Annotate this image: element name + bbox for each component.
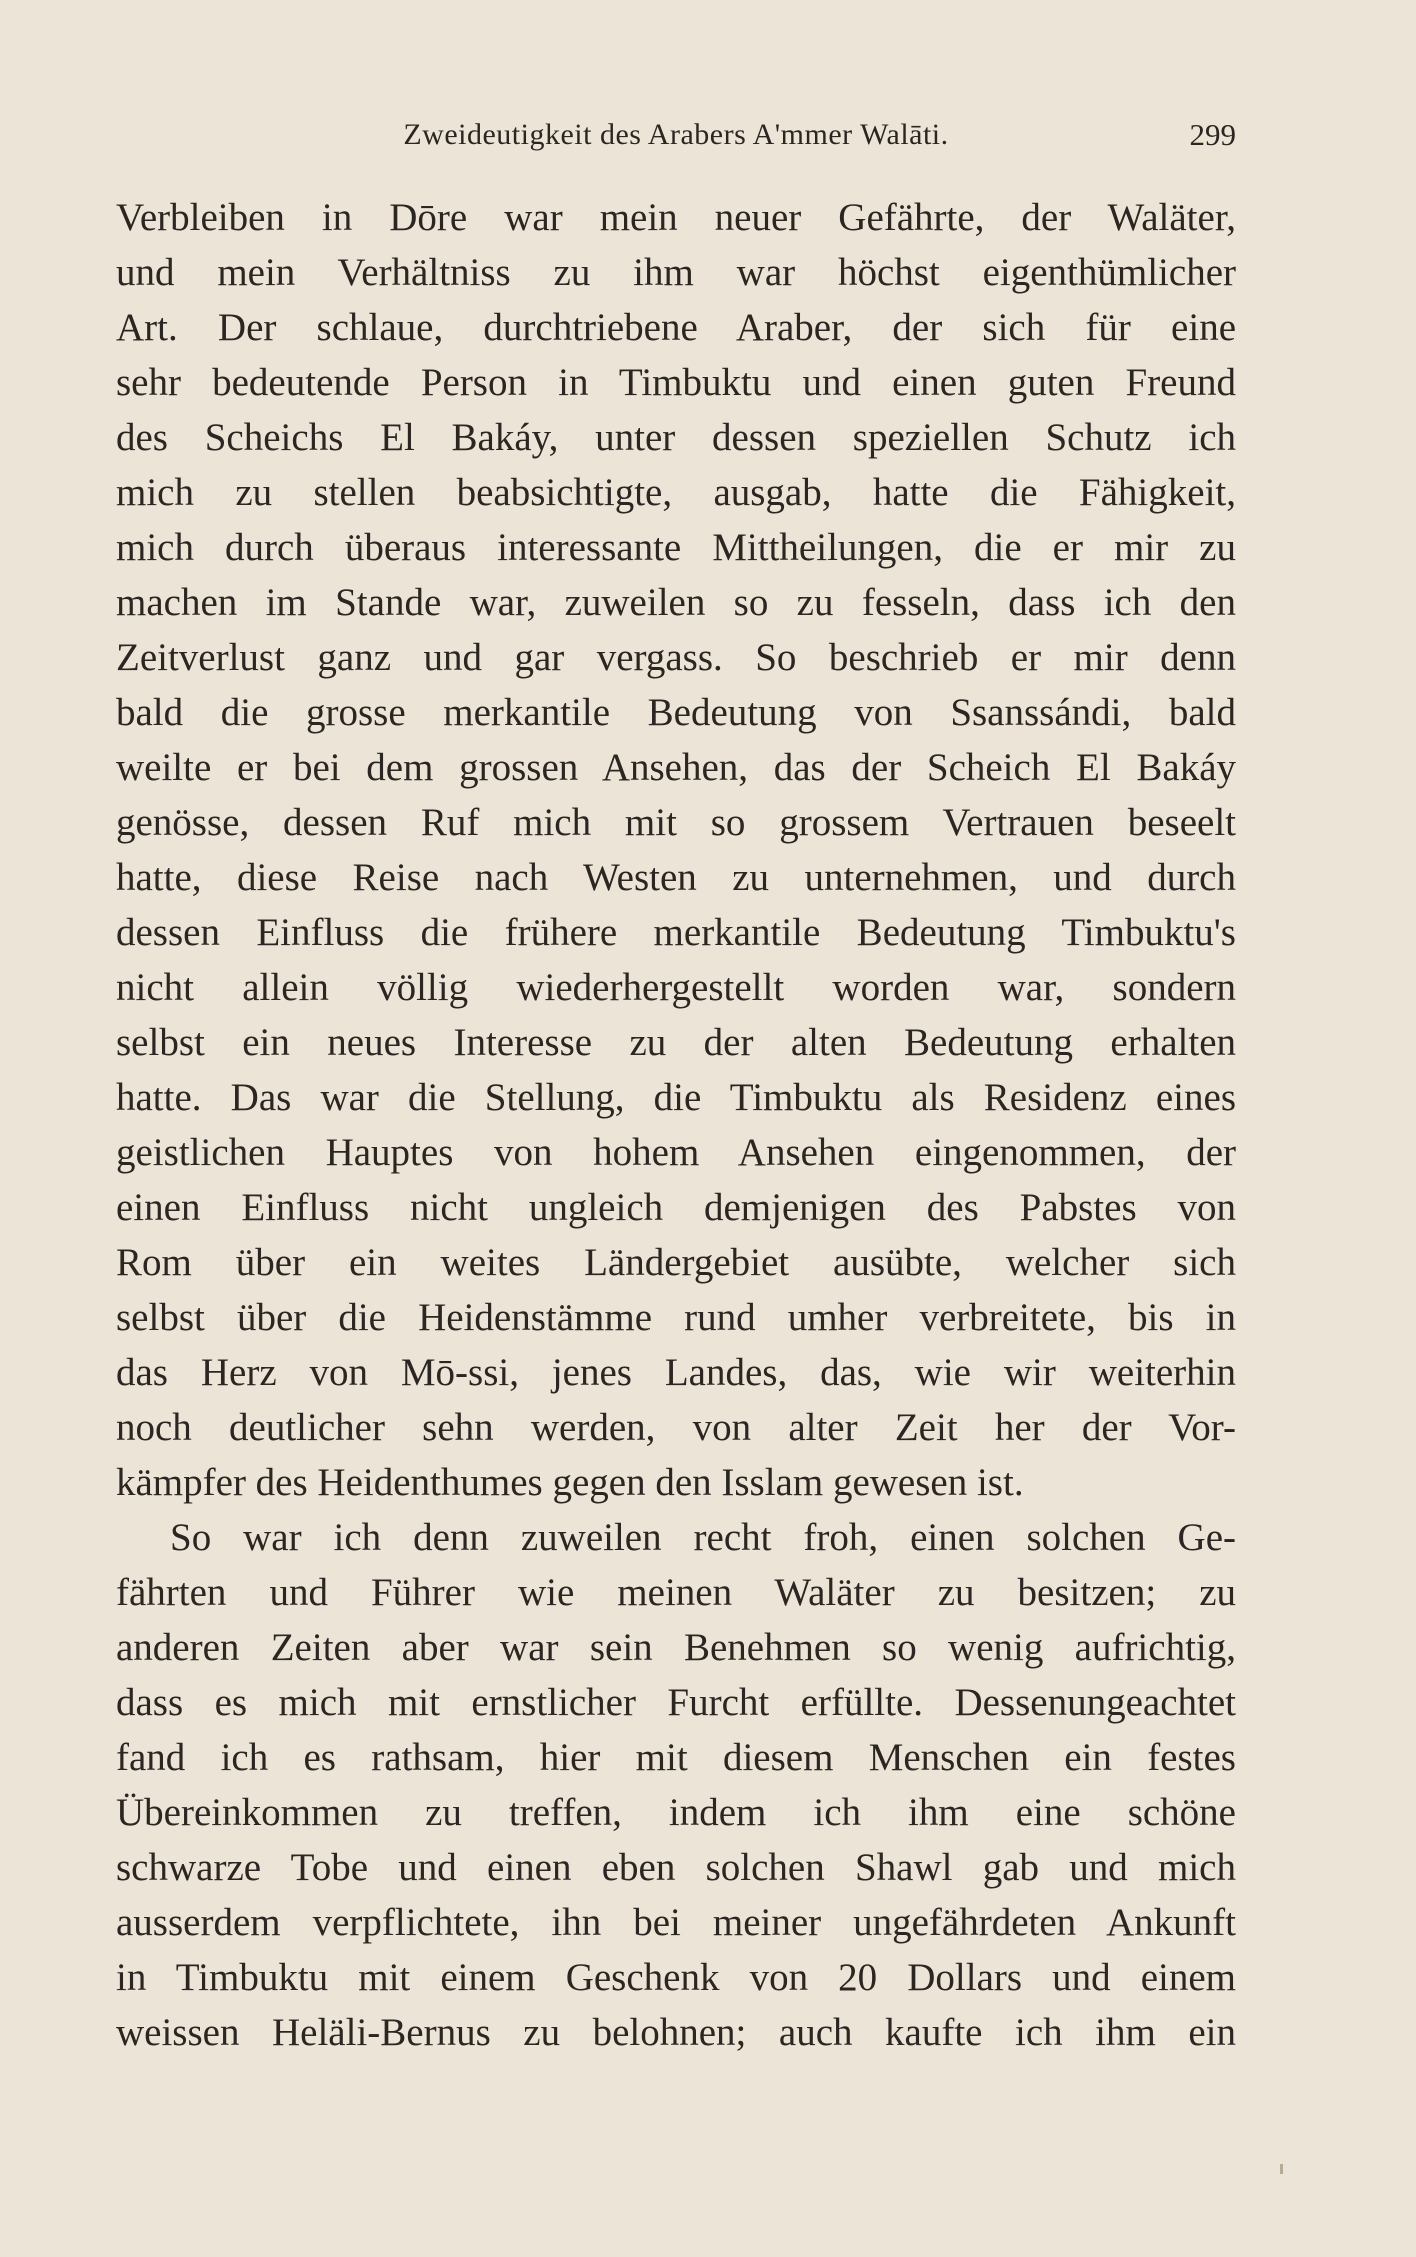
body-text [116,190,1236,2060]
text-line: schwarze Tobe und einen eben solchen Shawl gab und mich [116,1846,1236,1889]
text-line: ausserdem verpflichtete, ihn bei meiner ungefährdeten Ankunft [116,1901,1236,1944]
text-line: hatte. Das war die Stellung, die Timbuktu als Residenz eines [116,1076,1236,1119]
text-line: mich zu stellen beabsichtigte, ausgab, hatte die Fähigkeit, [116,471,1236,514]
text-line: das Herz von Mō-ssi, jenes Landes, das, wie wir weiterhin [116,1351,1236,1394]
text-line: mich durch überaus interessante Mittheilungen, die er mir zu [116,526,1236,569]
text-line: noch deutlicher sehn werden, von alter Zeit her der Vor- [116,1406,1236,1449]
text-line: einen Einfluss nicht ungleich demjenigen des Pabstes von [116,1186,1236,1229]
text-line: anderen Zeiten aber war sein Benehmen so wenig aufrichtig, [116,1626,1236,1669]
running-header [116,112,1236,158]
text-line: Zeitverlust ganz und gar vergass. So beschrieb er mir denn [116,636,1236,679]
paragraph-start-line: So war ich denn zuweilen recht froh, einen solchen Ge- [170,1516,1236,1559]
text-line: Rom über ein weites Ländergebiet ausübte, welcher sich [116,1241,1236,1284]
text-line: des Scheichs El Bakáy, unter dessen speziellen Schutz ich [116,416,1236,459]
text-line: fand ich es rathsam, hier mit diesem Menschen ein festes [116,1736,1236,1779]
paragraph-end-line: kämpfer des Heidenthumes gegen den Isslam gewesen ist. [116,1461,1024,1504]
paper-speck [1280,2164,1283,2174]
text-line: hatte, diese Reise nach Westen zu unternehmen, und durch [116,856,1236,899]
text-line: sehr bedeutende Person in Timbuktu und einen guten Freund [116,361,1236,404]
text-line: Übereinkommen zu treffen, indem ich ihm eine schöne [116,1791,1236,1834]
text-line: selbst über die Heidenstämme rund umher verbreitete, bis in [116,1296,1236,1339]
text-line: dessen Einfluss die frühere merkantile Bedeutung Timbuktu's [116,911,1236,954]
page-number: 299 [1189,117,1236,152]
text-line: geistlichen Hauptes von hohem Ansehen eingenommen, der [116,1131,1236,1174]
text-line: weilte er bei dem grossen Ansehen, das der Scheich El Bakáy [116,746,1236,789]
text-line: nicht allein völlig wiederhergestellt worden war, sondern [116,966,1236,1009]
text-line: weissen Heläli-Bernus zu belohnen; auch kaufte ich ihm ein [116,2011,1236,2054]
text-line: fährten und Führer wie meinen Waläter zu besitzen; zu [116,1571,1236,1614]
text-line: selbst ein neues Interesse zu der alten Bedeutung erhalten [116,1021,1236,1064]
text-line: genösse, dessen Ruf mich mit so grossem Vertrauen beseelt [116,801,1236,844]
text-line: Verbleiben in Dōre war mein neuer Gefährte, der Waläter, [116,196,1236,239]
text-line: Art. Der schlaue, durchtriebene Araber, der sich für eine [116,306,1236,349]
running-title: Zweideutigkeit des Arabers A'mmer Walāti. [403,118,949,151]
text-line: dass es mich mit ernstlicher Furcht erfüllte. Dessenungeachtet [116,1681,1236,1724]
text-line: machen im Stande war, zuweilen so zu fesseln, dass ich den [116,581,1236,624]
text-line: bald die grosse merkantile Bedeutung von Ssanssándi, bald [116,691,1236,734]
text-line: in Timbuktu mit einem Geschenk von 20 Dollars und einem [116,1956,1236,1999]
text-line: und mein Verhältniss zu ihm war höchst eigenthümlicher [116,251,1236,294]
